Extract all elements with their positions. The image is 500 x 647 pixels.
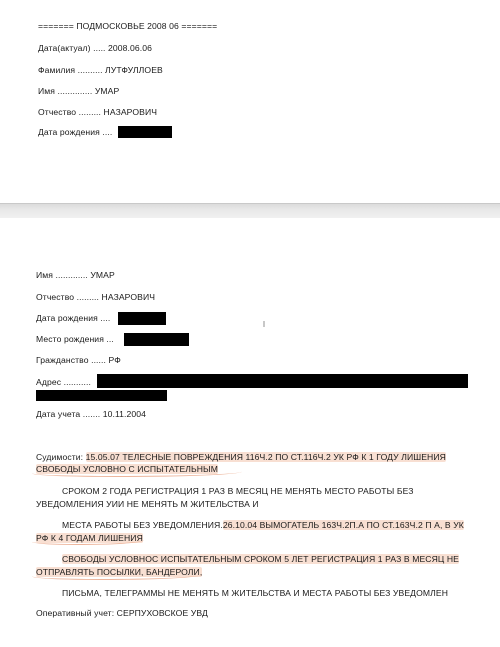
operational-record-field: Оперативный учет: СЕРПУХОВСКОЕ УВД xyxy=(36,608,208,618)
scan-mark xyxy=(263,321,265,327)
convictions-line-4: УВЕДОМЛЕНИЯ УИИ НЕ МЕНЯТЬ М ЖИТЕЛЬСТВА И xyxy=(36,499,259,509)
registration-date-field: Дата учета ....... 10.11.2004 xyxy=(36,409,147,419)
conviction-2-highlight-end: ОТПРАВЛЯТЬ ПОСЫЛКИ, БАНДЕРОЛИ, xyxy=(36,567,203,577)
patronymic-field: Отчество ......... НАЗАРОВИЧ xyxy=(36,292,156,302)
citizenship-field: Гражданство ...... РФ xyxy=(36,355,121,365)
birth-date-redaction xyxy=(118,126,172,138)
birth-date-label: Дата рождения .... xyxy=(36,313,111,323)
surname-field: Фамилия .......... ЛУТФУЛЛОЕВ xyxy=(38,65,163,75)
birth-place-label: Место рождения ... xyxy=(36,334,114,344)
convictions-line-7 xyxy=(62,554,459,564)
header-line: ======= ПОДМОСКОВЬЕ 2008 06 ======= xyxy=(38,21,218,31)
conviction-2-highlight-cont: РФ К 4 ГОДАМ ЛИШЕНИЯ xyxy=(36,533,143,543)
address-label: Адрес ........... xyxy=(36,377,91,387)
address-redaction-2 xyxy=(36,390,167,401)
birth-date-label: Дата рождения .... xyxy=(38,127,113,137)
convictions-line-1 xyxy=(36,452,446,462)
address-redaction xyxy=(97,374,468,388)
highlight-underline xyxy=(32,468,242,477)
name-field: Имя .............. УМАР xyxy=(38,86,120,96)
highlight-underline-3 xyxy=(32,571,202,580)
document-page-2 xyxy=(0,218,500,647)
conviction-2-highlight: 26.10.04 ВЫМОГАТЕЛЬ 163Ч.2П.А ПО СТ.163Ч.2 П А, В УК xyxy=(222,520,464,530)
name-field: Имя ............. УМАР xyxy=(36,270,115,280)
conviction-1-text-end: МЕСТА РАБОТЫ БЕЗ УВЕДОМЛЕНИЯ. xyxy=(62,520,223,530)
convictions-line-3: СРОКОМ 2 ГОДА РЕГИСТРАЦИЯ 1 РАЗ В МЕСЯЦ НЕ МЕНЯТЬ МЕСТО РАБОТЫ БЕЗ xyxy=(62,486,414,496)
convictions-label: Судимости: xyxy=(36,452,84,462)
page-separator xyxy=(0,203,500,219)
conviction-1-highlight: 15.05.07 ТЕЛЕСНЫЕ ПОВРЕЖДЕНИЯ 116Ч.2 ПО СТ.116Ч.2 УК РФ К 1 ГОДУ ЛИШЕНИЯ xyxy=(85,452,446,462)
document-page-1 xyxy=(0,0,500,203)
convictions-line-9: ПИСЬМА, ТЕЛЕГРАММЫ НЕ МЕНЯТЬ М ЖИТЕЛЬСТВА И МЕСТА РАБОТЫ БЕЗ УВЕДОМЛЕН xyxy=(62,588,448,598)
birth-place-redaction xyxy=(124,333,189,346)
convictions-line-5 xyxy=(62,520,464,530)
conviction-2-highlight-more: СВОБОДЫ УСЛОВНОС ИСПЫТАТЕЛЬНЫМ СРОКОМ 5 ЛЕТ РЕГИСТРАЦИЯ 1 РАЗ В МЕСЯЦ НЕ xyxy=(62,554,459,564)
birth-date-redaction xyxy=(118,312,166,325)
date-actual-field: Дата(актуал) ..... 2008.06.06 xyxy=(38,43,153,53)
patronymic-field: Отчество ......... НАЗАРОВИЧ xyxy=(38,107,158,117)
highlight-underline-2 xyxy=(32,537,144,545)
conviction-1-highlight-cont: СВОБОДЫ УСЛОВНО С ИСПЫТАТЕЛЬНЫМ xyxy=(36,464,219,474)
